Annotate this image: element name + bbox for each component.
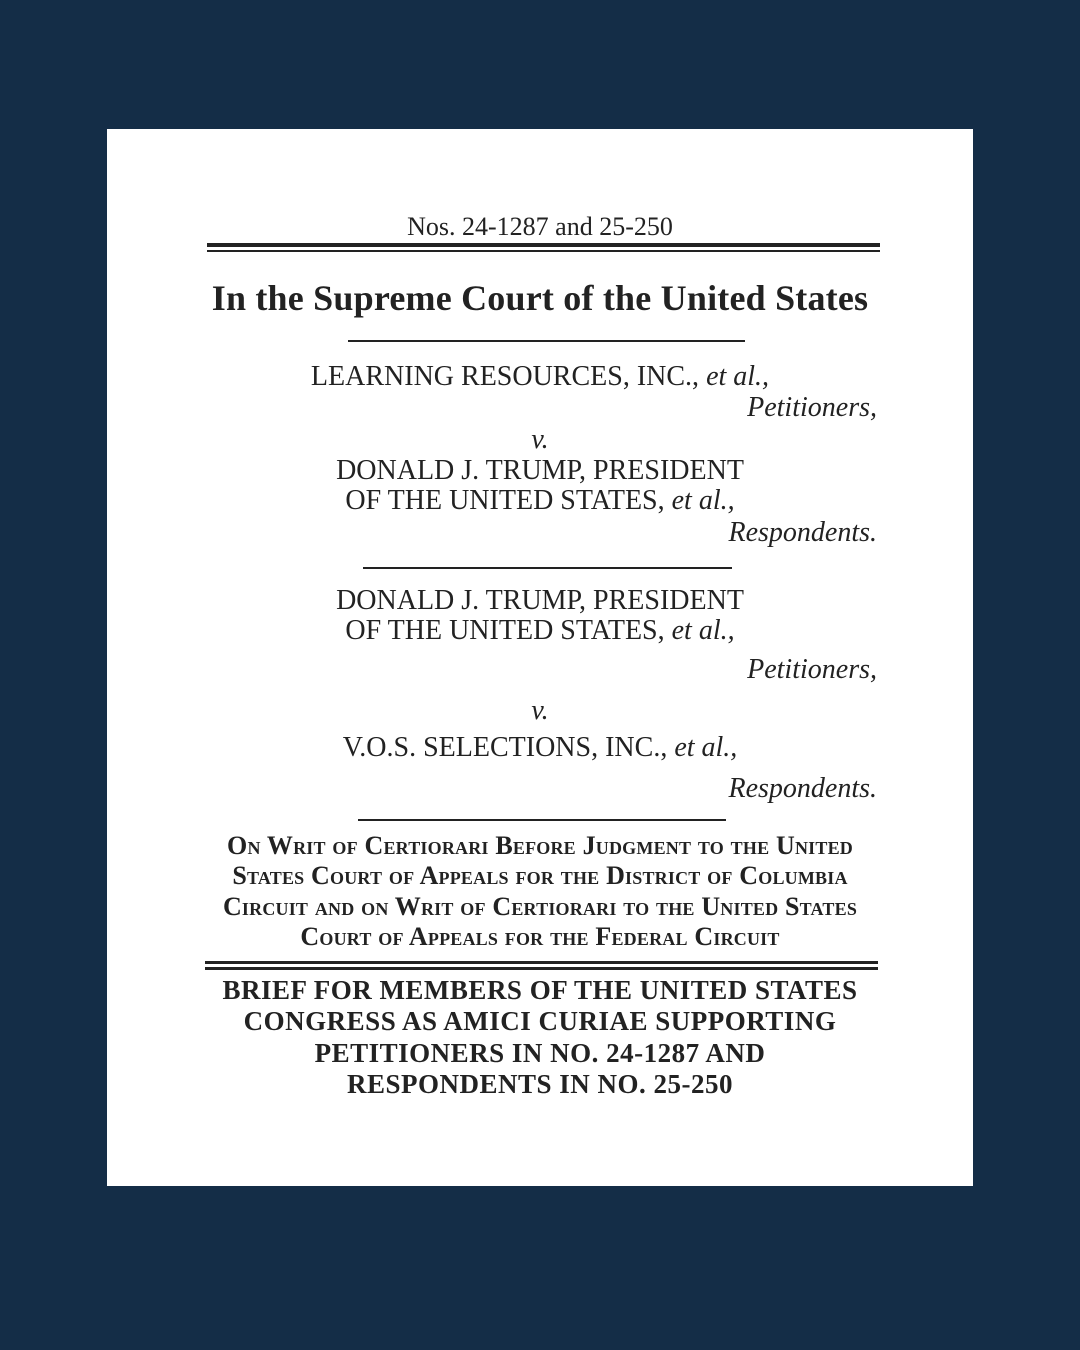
brief-title-line-2: CONGRESS AS AMICI CURIAE SUPPORTING xyxy=(243,1006,837,1036)
footer-rule-lower xyxy=(205,967,878,970)
party-name: LEARNING RESOURCES, INC., xyxy=(310,361,700,392)
case2-versus: v. xyxy=(531,695,549,726)
divider-rule-3 xyxy=(358,819,726,821)
party-name: V.O.S. SELECTIONS, INC., xyxy=(342,732,668,763)
case2-respondent-role: Respondents. xyxy=(728,773,877,804)
brief-title-line-3: PETITIONERS IN NO. 24-1287 AND xyxy=(314,1038,766,1068)
writ-line-2: States Court of Appeals for the District of Columbia xyxy=(232,861,848,890)
brief-title-line-1: BRIEF FOR MEMBERS OF THE UNITED STATES xyxy=(222,975,858,1005)
case1-petitioner-line-1 xyxy=(107,362,973,392)
docket-numbers: Nos. 24-1287 and 25-250 xyxy=(407,212,673,241)
case1-respondent-line-1: DONALD J. TRUMP, PRESIDENT xyxy=(336,455,744,486)
et-al: et al., xyxy=(706,361,770,392)
header-rule-thick xyxy=(207,243,880,247)
brief-cover-page xyxy=(107,129,973,1186)
et-al: et al., xyxy=(674,732,738,763)
writ-line-4: Court of Appeals for the Federal Circuit xyxy=(300,922,780,951)
case2-petitioner-line-2 xyxy=(107,616,973,646)
case2-respondent-line-1 xyxy=(107,733,973,763)
et-al: et al., xyxy=(671,485,735,516)
divider-rule-1 xyxy=(348,340,745,342)
case1-petitioner-role: Petitioners, xyxy=(747,392,877,423)
footer-rule-upper xyxy=(205,961,878,964)
writ-line-3: Circuit and on Writ of Certiorari to the United States xyxy=(222,892,858,921)
party-name: OF THE UNITED STATES, xyxy=(345,485,665,516)
court-title: In the Supreme Court of the United States xyxy=(211,278,869,318)
case1-respondent-role: Respondents. xyxy=(728,517,877,548)
case1-respondent-line-2 xyxy=(107,486,973,516)
case1-versus: v. xyxy=(531,424,549,455)
brief-title-line-4: RESPONDENTS IN NO. 25-250 xyxy=(346,1069,734,1099)
party-name: OF THE UNITED STATES, xyxy=(345,615,665,646)
et-al: et al., xyxy=(671,615,735,646)
writ-line-1: On Writ of Certiorari Before Judgment to the United xyxy=(227,831,853,860)
case2-petitioner-role: Petitioners, xyxy=(747,654,877,685)
header-rule-thin xyxy=(207,250,880,252)
case2-petitioner-line-1: DONALD J. TRUMP, PRESIDENT xyxy=(336,585,744,616)
divider-rule-2 xyxy=(363,567,732,569)
